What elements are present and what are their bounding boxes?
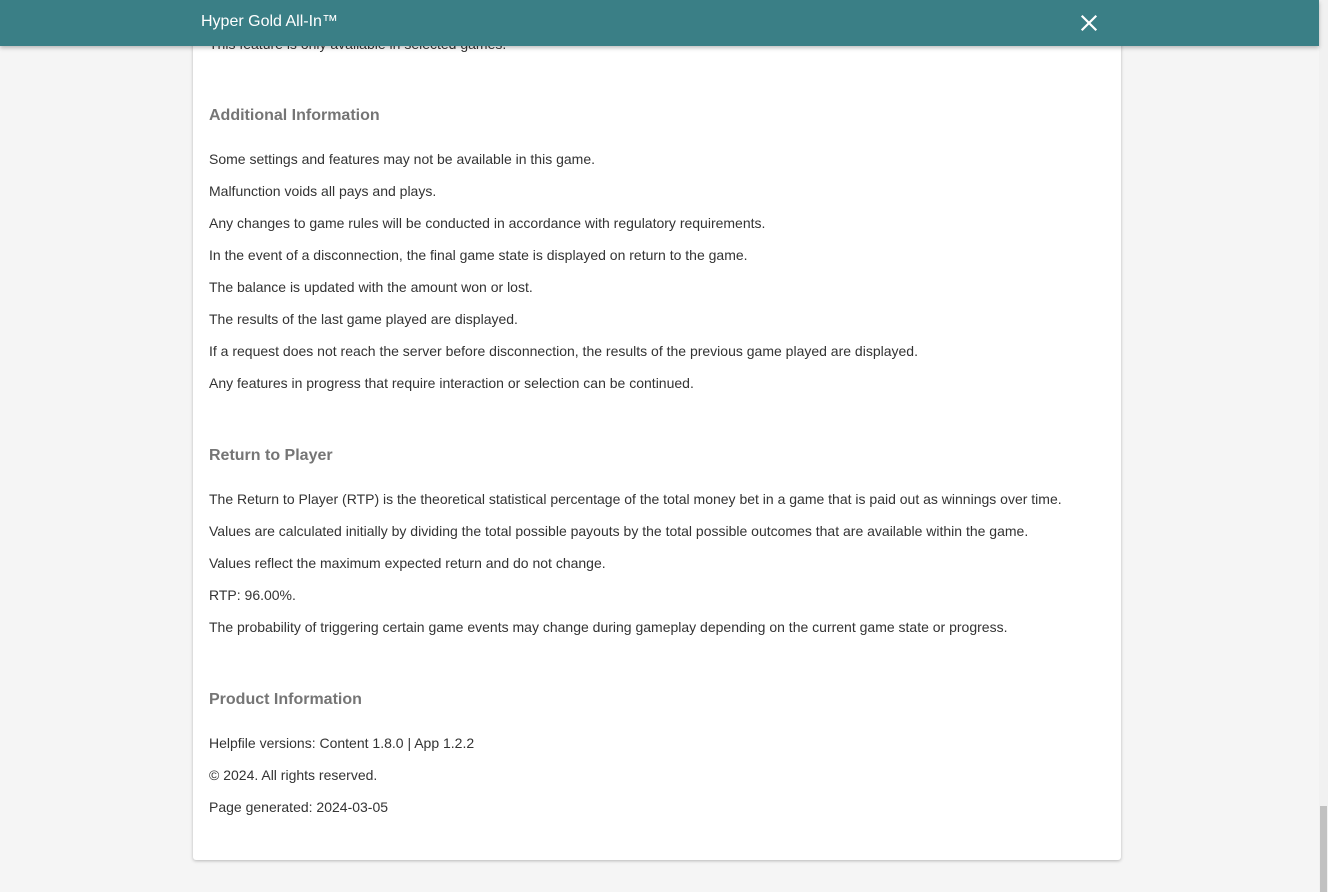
copyright-notice: © 2024. All rights reserved.: [209, 767, 378, 783]
help-content-card: [193, 0, 1121, 860]
vertical-scrollbar-track[interactable]: [1319, 0, 1328, 892]
additional-info-line: If a request does not reach the server before disconnection, the results of the previous game played are displayed.: [209, 343, 918, 359]
additional-info-line: The balance is updated with the amount won or lost.: [209, 279, 533, 295]
additional-info-line: In the event of a disconnection, the final game state is displayed on return to the game.: [209, 247, 748, 263]
additional-info-line: Any changes to game rules will be conducted in accordance with regulatory requirements.: [209, 215, 766, 231]
header-bar: [0, 0, 1319, 46]
section-title-return-to-player: Return to Player: [209, 447, 333, 464]
rtp-line: Values are calculated initially by dividing the total possible payouts by the total possible outcomes that are available within the game.: [209, 523, 1029, 539]
additional-info-line: Any features in progress that require interaction or selection can be continued.: [209, 375, 694, 391]
additional-info-line: Malfunction voids all pays and plays.: [209, 183, 437, 199]
additional-info-line: Some settings and features may not be available in this game.: [209, 151, 595, 167]
rtp-line: Values reflect the maximum expected return and do not change.: [209, 555, 606, 571]
close-icon: [1076, 10, 1102, 36]
rtp-line: The Return to Player (RTP) is the theoretical statistical percentage of the total money bet in a game that is paid out as winnings over time.: [209, 491, 1062, 507]
rtp-value: RTP: 96.00%.: [209, 587, 296, 603]
vertical-scrollbar-thumb[interactable]: [1320, 806, 1327, 892]
page-generated-date: Page generated: 2024-03-05: [209, 799, 389, 815]
helpfile-versions: Helpfile versions: Content 1.8.0 | App 1.2.2: [209, 735, 475, 751]
game-title: Hyper Gold All-In™: [201, 13, 338, 30]
close-button[interactable]: [1076, 10, 1102, 36]
rtp-line: The probability of triggering certain game events may change during gameplay depending on the current game state or progress.: [209, 619, 1008, 635]
section-title-additional-information: Additional Information: [209, 107, 380, 124]
section-title-product-information: Product Information: [209, 691, 362, 708]
additional-info-line: The results of the last game played are displayed.: [209, 311, 518, 327]
